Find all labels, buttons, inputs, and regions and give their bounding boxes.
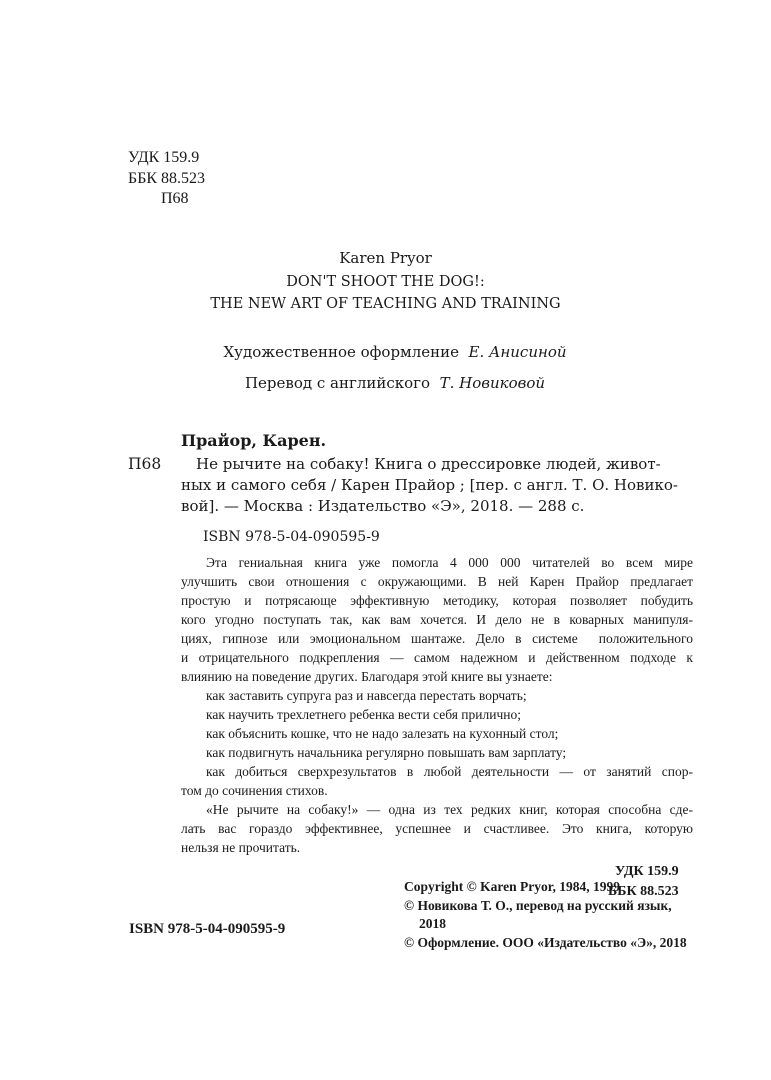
annotation-line: улучшить свои отношения с окружающими. В ней Карен Прайор предлагает (181, 574, 693, 589)
copyright-line: Copyright © Karen Pryor, 1984, 1999 (404, 879, 620, 894)
annotation-line: «Не рычите на собаку!» — одна из тех редких книг, которая способна сде- (206, 802, 693, 817)
copyright-line: © Оформление. ООО «Издательство «Э», 2018 (404, 935, 687, 950)
annotation-udk: УДК 159.9 (615, 864, 679, 879)
copyright-line: © Новикова Т. О., перевод на русский язык, (404, 898, 672, 913)
biblio-mark: П68 (128, 455, 162, 473)
annotation-line: кого угодно поступать так, как вам хочется. И дело не в коварных манипуля- (181, 612, 693, 627)
annotation-line: Эта гениальная книга уже помогла 4 000 000 читателей во всем мире (206, 555, 693, 570)
biblio-heading: Прайор, Карен. (181, 431, 327, 450)
annotation-list-item: как научить трехлетнего ребенка вести себя прилично; (206, 707, 521, 722)
translation-name: Т. Новиковой (439, 374, 546, 392)
udk-code: УДК 159.9 (128, 149, 200, 166)
copyright-line: 2018 (419, 916, 446, 931)
annotation-line: влиянию на поведение других. Благодаря этой книге вы узнаете: (181, 669, 553, 684)
translation-credit (0, 356, 771, 410)
annotation-list-item: как заставить супруга раз и навсегда перестать ворчать; (206, 688, 527, 703)
biblio-line-2: ных и самого себя / Карен Прайор ; [пер. с англ. Т. О. Новико- (181, 476, 678, 494)
biblio-line-3: вой]. — Москва : Издательство «Э», 2018. — 288 с. (181, 497, 585, 515)
annotation-list-item: как добиться сверхрезультатов в любой деятельности — от занятий спор- (206, 764, 693, 779)
translation-label: Перевод с английского (244, 374, 431, 392)
annotation-list-item: как подвигнуть начальника регулярно повышать вам зарплату; (206, 745, 567, 760)
original-title-line-2: THE NEW ART OF TEACHING AND TRAINING (210, 296, 561, 312)
author-mark: П68 (161, 190, 189, 207)
annotation-line: и отрицательного подкрепления — самом надежном и действенном подходе к (181, 650, 693, 665)
footer-isbn: ISBN 978-5-04-090595-9 (129, 921, 286, 937)
annotation-line: циях, гипнозе или эмоциональном шантаже. Дело в системе положительного (181, 631, 693, 646)
annotation-line: простую и потрясающе эффективную методику, которая позволяет побудить (181, 593, 693, 608)
original-author: Karen Pryor (339, 249, 432, 267)
design-credit (0, 325, 771, 379)
biblio-line-1: Не рычите на собаку! Книга о дрессировке людей, живот- (196, 455, 661, 473)
annotation-list-item: как объяснить кошке, что не надо залезать на кухонный стол; (206, 726, 559, 741)
annotation-line: том до сочинения стихов. (181, 783, 328, 798)
original-title-line-1: DON'T SHOOT THE DOG!: (286, 274, 485, 290)
design-name: Е. Анисиной (468, 343, 567, 361)
bbk-code: ББК 88.523 (128, 169, 206, 187)
annotation-bbk: ББК 88.523 (608, 884, 679, 899)
top-classification (128, 148, 205, 210)
annotation-line: лать вас гораздо эффективнее, успешнее и счастливее. Это книга, которую (181, 821, 693, 836)
design-label: Художественное оформление (223, 343, 459, 361)
annotation-line: нельзя не прочитать. (181, 840, 301, 855)
biblio-isbn: ISBN 978-5-04-090595-9 (203, 529, 380, 545)
